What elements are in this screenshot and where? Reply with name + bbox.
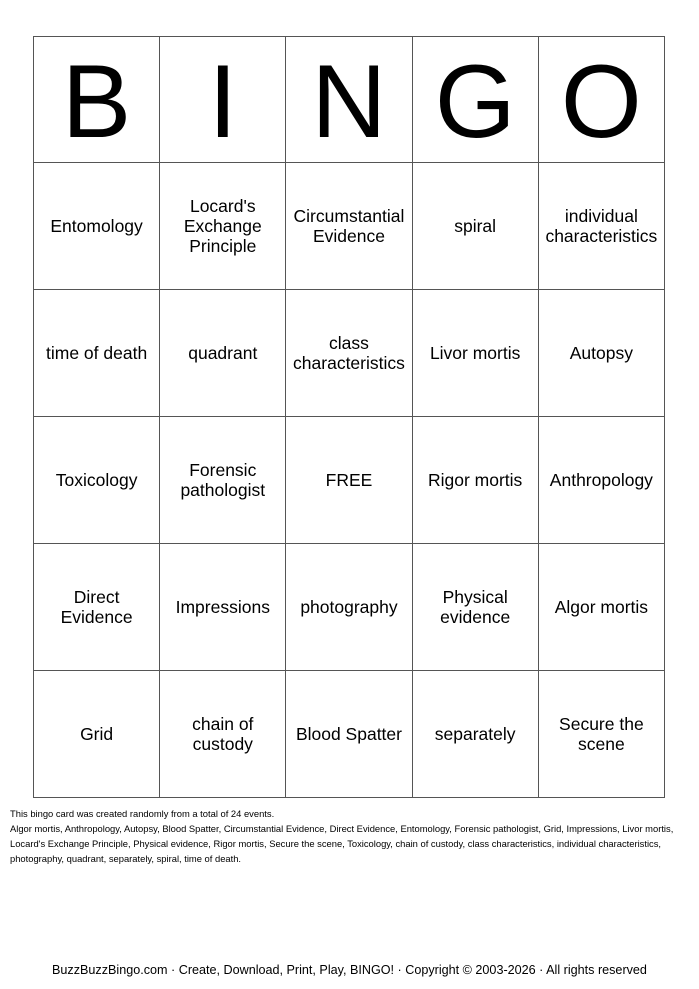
- card-cell: Blood Spatter: [286, 671, 412, 798]
- card-cell: Locard's Exchange Principle: [160, 163, 286, 290]
- header-letter-g: G: [412, 37, 538, 163]
- header-row: [34, 37, 665, 163]
- card-notes: [10, 806, 690, 866]
- card-row-4: [34, 544, 665, 671]
- card-cell: Impressions: [160, 544, 286, 671]
- header-letter-i: I: [160, 37, 286, 163]
- card-cell: Physical evidence: [412, 544, 538, 671]
- notes-event-list: Algor mortis, Anthropology, Autopsy, Blood Spatter, Circumstantial Evidence, Direct Evidence, Entomology, Forensic pathologist, Grid, Impressions, Livor mortis, Locard's Exchange Principle, Physical evidence, Rigor mortis, Secure the scene, Toxicology, chain of custody, class characteristics, individual characteristics, photography, quadrant, separately, spiral, time of death.: [10, 823, 674, 864]
- bingo-card: [33, 36, 665, 798]
- card-cell: Grid: [34, 671, 160, 798]
- card-cell: quadrant: [160, 290, 286, 417]
- card-cell: time of death: [34, 290, 160, 417]
- card-cell: Anthropology: [538, 417, 664, 544]
- card-cell: Autopsy: [538, 290, 664, 417]
- card-row-2: [34, 290, 665, 417]
- notes-intro: This bingo card was created randomly from a total of 24 events.: [10, 808, 275, 819]
- card-cell: class characteristics: [286, 290, 412, 417]
- site-footer: BuzzBuzzBingo.com · Create, Download, Print, Play, BINGO! · Copyright © 2003-2026 · All rights reserved: [52, 963, 647, 977]
- card-cell: Livor mortis: [412, 290, 538, 417]
- card-row-1: [34, 163, 665, 290]
- card-cell: Rigor mortis: [412, 417, 538, 544]
- card-cell: Circumstantial Evidence: [286, 163, 412, 290]
- card-cell: Secure the scene: [538, 671, 664, 798]
- card-cell: Forensic pathologist: [160, 417, 286, 544]
- card-cell: individual characteristics: [538, 163, 664, 290]
- header-letter-o: O: [538, 37, 664, 163]
- card-cell: photography: [286, 544, 412, 671]
- card-cell: chain of custody: [160, 671, 286, 798]
- card-cell: spiral: [412, 163, 538, 290]
- header-letter-n: N: [286, 37, 412, 163]
- card-cell: separately: [412, 671, 538, 798]
- card-row-5: [34, 671, 665, 798]
- card-row-3: [34, 417, 665, 544]
- card-cell: Algor mortis: [538, 544, 664, 671]
- card-cell: Toxicology: [34, 417, 160, 544]
- card-cell: Entomology: [34, 163, 160, 290]
- card-cell: Direct Evidence: [34, 544, 160, 671]
- header-letter-b: B: [34, 37, 160, 163]
- free-space-cell: FREE: [286, 417, 412, 544]
